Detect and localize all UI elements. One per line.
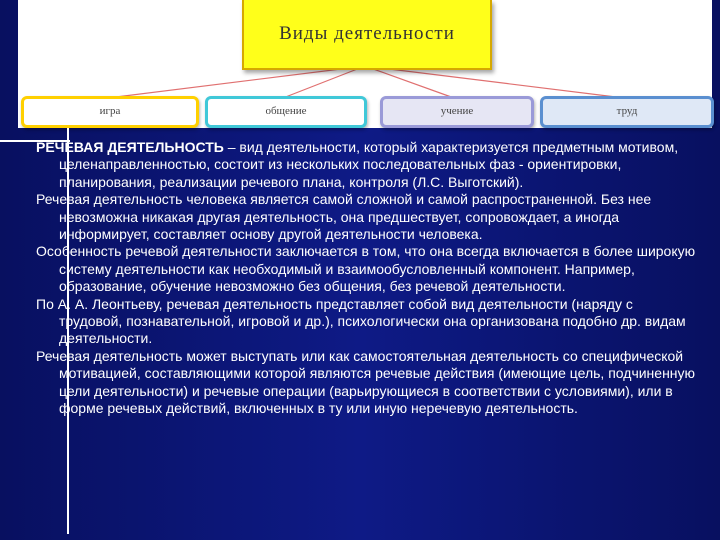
connector-line [108,66,365,98]
paragraph-feature: Особенность речевой деятельности заключается в том, что она всегда включается в более широкую систему деятельности как необходимый и взаимообусловленный компонент. Например, образование, обучение невозможно без общения, без речевой деятельности. [36,243,696,295]
root-node [242,0,492,70]
activity-types-diagram [18,0,712,128]
root-node-label: Виды деятельности [279,23,455,44]
definition-text: – вид деятельности, который характеризуется предметным мотивом, целенаправленностью, состоит из нескольких последовательных фаз - ориентировки, планирования, реализации речевого плана, контроля (Л.С. Выготский). [59,139,679,190]
connector-line [365,66,624,98]
node-label: игра [99,105,121,117]
body-text [36,139,696,418]
node-label: общение [265,105,307,117]
connector-line [365,66,454,98]
paragraph-complexity: Речевая деятельность человека является самой сложной и самой распространенной. Без нее невозможна никакая другая деятельность, она предшествует, сопровождает, а иногда информирует, составляет основу другой деятельности человека. [36,191,652,243]
node-work [540,96,714,128]
paragraph-leontiev: По А. А. Леонтьеву, речевая деятельность представляет собой вид деятельности (наряду с трудовой, познавательной, игровой и др.), психологически она организована подобно др. видам деятельности. [36,295,686,347]
term-speech-activity: РЕЧЕВАЯ ДЕЯТЕЛЬНОСТЬ [36,139,224,155]
node-label: учение [440,105,474,117]
node-play [21,96,199,128]
node-communication [205,96,367,128]
node-label: труд [616,105,638,117]
paragraph-forms: Речевая деятельность может выступать или как самостоятельная деятельность со специфической мотивацией, составляющими которой являются речевые действия (имеющие цель, подчиненную цели деятельности) и речевые операции (варьирующиеся в соответствии с условиями), или в форме речевых действий, включенных в ту или иную неречевую деятельность. [36,347,696,417]
paragraph-definition [36,139,696,191]
node-learning [380,96,534,128]
